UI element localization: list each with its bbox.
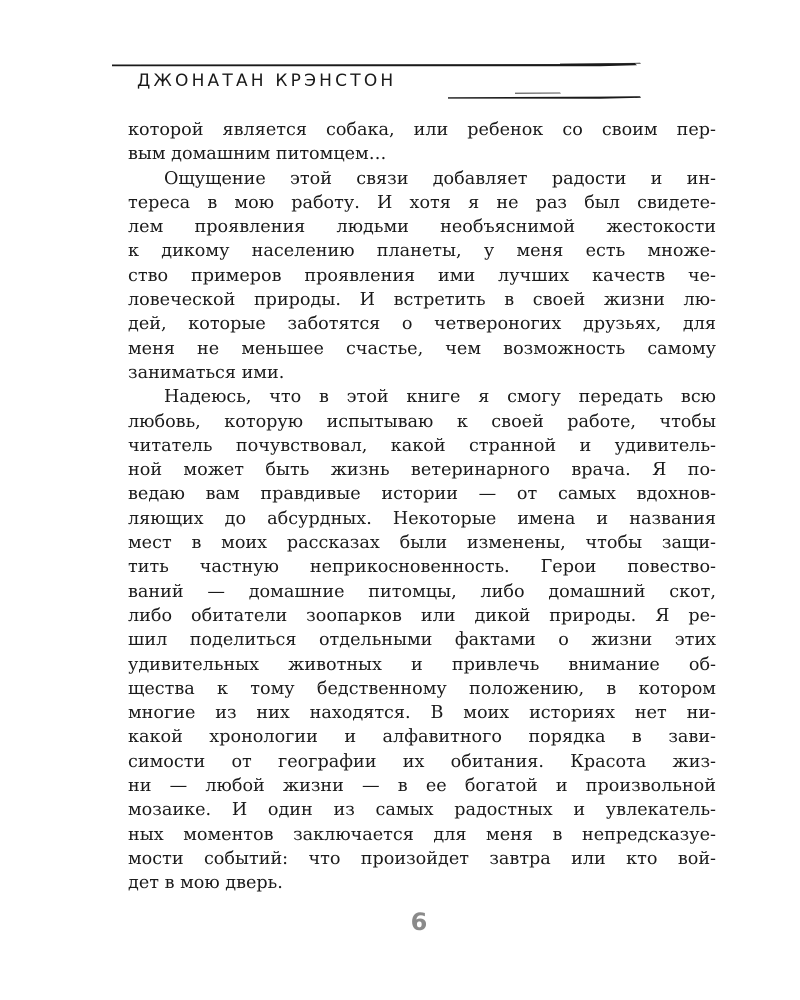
text-line: мест в моих рассказах были изменены, чтобы защи- bbox=[128, 533, 716, 554]
header-bottom-rule bbox=[448, 96, 641, 99]
text-line: меня не меньшее счастье, чем возможность самому bbox=[128, 338, 716, 359]
header-bottom-rule-accent bbox=[515, 93, 561, 94]
header-rules bbox=[0, 0, 800, 110]
text-line: к дикому населению планеты, у меня есть множе- bbox=[128, 241, 716, 262]
text-line: Ощущение этой связи добавляет радости и ин- bbox=[164, 168, 716, 189]
text-line: мозаике. И один из самых радостных и увлекатель- bbox=[128, 800, 716, 821]
text-line: любовь, которую испытываю к своей работе, чтобы bbox=[128, 411, 716, 432]
text-line: шил поделиться отдельными фактами о жизни этих bbox=[128, 630, 716, 651]
text-line: ваний — домашние питомцы, либо домашний скот, bbox=[128, 581, 716, 602]
text-line: симости от географии их обитания. Красота жиз- bbox=[128, 751, 716, 772]
text-line: читатель почувствовал, какой странной и удивитель- bbox=[128, 435, 716, 456]
text-line: ной может быть жизнь ветеринарного врача. Я по- bbox=[128, 460, 716, 481]
text-line: ни — любой жизни — в ее богатой и произвольной bbox=[128, 776, 716, 797]
text-line: какой хронологии и алфавитного порядка в зави- bbox=[128, 727, 716, 748]
text-line: дет в мою дверь. bbox=[128, 873, 283, 894]
text-line: ство примеров проявления ими лучших качеств че- bbox=[128, 265, 716, 286]
text-line: либо обитатели зоопарков или дикой природы. Я ре- bbox=[128, 605, 716, 626]
text-line: Надеюсь, что в этой книге я смогу передать всю bbox=[164, 387, 716, 408]
text-line: ведаю вам правдивые истории — от самых вдохнов- bbox=[128, 484, 716, 505]
text-line: удивительных животных и привлечь внимание об- bbox=[128, 654, 716, 675]
text-line: мости событий: что произойдет завтра или кто вой- bbox=[128, 848, 716, 869]
page-number: 6 bbox=[410, 908, 428, 936]
text-line: заниматься ими. bbox=[128, 362, 285, 383]
text-line: многие из них находятся. В моих историях нет ни- bbox=[128, 703, 716, 724]
header-top-rule bbox=[112, 64, 637, 67]
text-line: ловеческой природы. И встретить в своей жизни лю- bbox=[128, 290, 716, 311]
text-line: лем проявления людьми необъяснимой жестокости bbox=[128, 217, 716, 238]
text-line: ных моментов заключается для меня в непредсказуе- bbox=[128, 824, 716, 845]
running-header bbox=[0, 0, 800, 110]
text-line: которой является собака, или ребенок со своим пер- bbox=[128, 120, 716, 140]
text-line: щества к тому бедственному положению, в котором bbox=[128, 678, 716, 699]
body-text bbox=[128, 118, 716, 896]
text-line: ляющих до абсурдных. Некоторые имена и названия bbox=[128, 508, 716, 529]
text-line: дей, которые заботятся о четвероногих друзьях, для bbox=[128, 314, 716, 335]
running-title: ДЖОНАТАН КРЭНСТОН bbox=[137, 71, 397, 91]
text-line: вым домашним питомцем… bbox=[128, 144, 387, 165]
text-line: тить частную неприкосновенность. Герои повество- bbox=[128, 557, 716, 578]
text-line: тереса в мою работу. И хотя я не раз был свидете- bbox=[128, 192, 716, 213]
